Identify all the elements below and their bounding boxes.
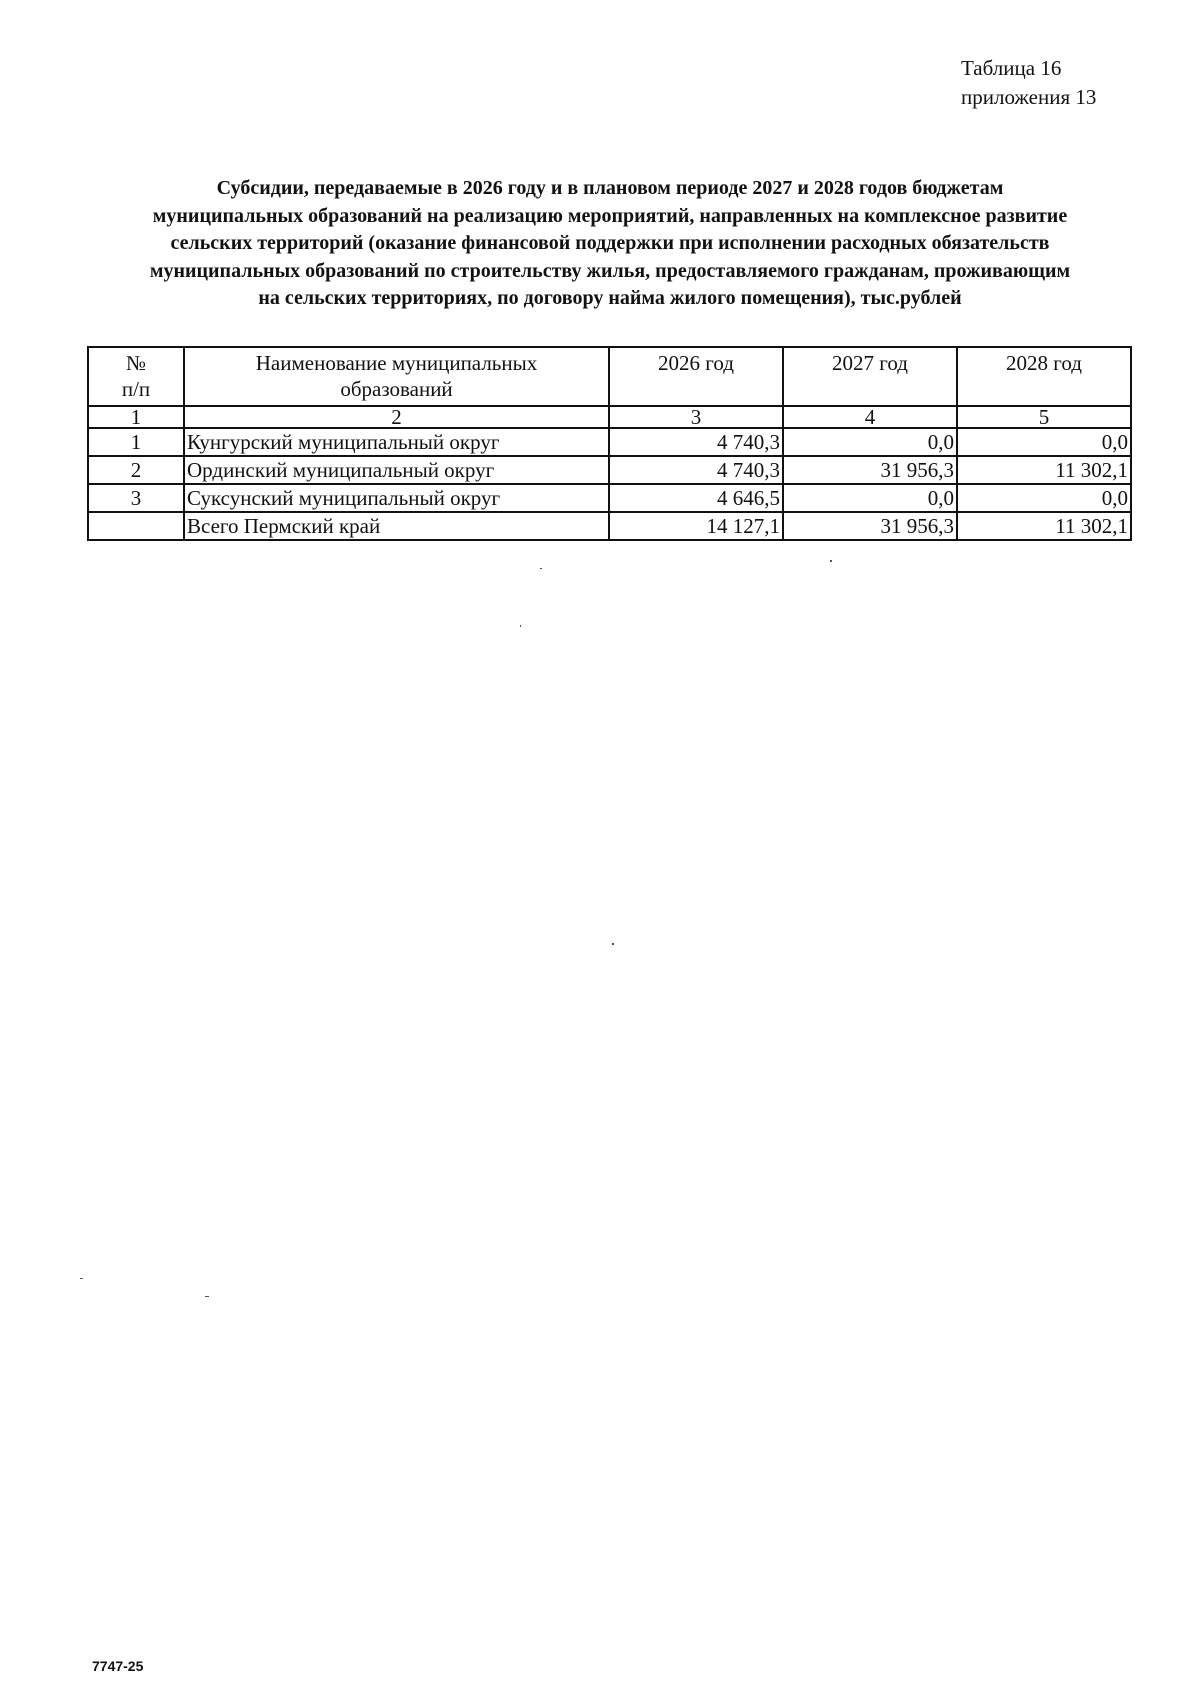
row-2027: 0,0: [783, 428, 957, 456]
title-line-3: сельских территорий (оказание финансовой поддержки при исполнении расходных обязательств: [170, 232, 1050, 254]
row-2026: 4 740,3: [609, 428, 783, 456]
row-2028: 0,0: [957, 484, 1131, 512]
header-num: [88, 347, 184, 406]
table-reference: [961, 54, 1096, 112]
header-num-line-1: №: [125, 351, 147, 375]
row-num: 3: [88, 484, 184, 512]
header-name: [184, 347, 609, 406]
row-2027: 31 956,3: [783, 456, 957, 484]
total-2026: 14 127,1: [609, 512, 783, 540]
scan-speck: [205, 1296, 209, 1297]
row-2026: 4 740,3: [609, 456, 783, 484]
column-number: 5: [957, 406, 1131, 428]
table-row: [88, 456, 1131, 484]
header-name-line-2: образований: [340, 377, 453, 401]
header-2028: 2028 год: [957, 347, 1131, 406]
scan-speck: [540, 568, 542, 569]
row-num: 2: [88, 456, 184, 484]
column-number: 3: [609, 406, 783, 428]
table-header-row: [88, 347, 1131, 406]
total-2027: 31 956,3: [783, 512, 957, 540]
scan-speck: [830, 560, 832, 562]
scan-speck: [612, 943, 614, 945]
title-line-5: на сельских территориях, по договору найма жилого помещения), тыс.рублей: [258, 287, 962, 309]
row-2028: 11 302,1: [957, 456, 1131, 484]
title-line-1: Субсидии, передаваемые в 2026 году и в плановом периоде 2027 и 2028 годов бюджетам: [216, 177, 1004, 199]
row-name: Ординский муниципальный округ: [184, 456, 609, 484]
document-code: 7747-25: [92, 1658, 144, 1674]
column-number: 2: [184, 406, 609, 428]
table-reference-line-1: Таблица 16: [961, 56, 1062, 80]
row-name: Суксунский муниципальный округ: [184, 484, 609, 512]
table-row: [88, 484, 1131, 512]
document-title: [90, 175, 1130, 313]
row-num: 1: [88, 428, 184, 456]
header-2027: 2027 год: [783, 347, 957, 406]
title-line-2: муниципальных образований на реализацию мероприятий, направленных на комплексное развитие: [152, 204, 1068, 227]
header-num-line-2: п/п: [121, 377, 151, 401]
column-numbers-row: [88, 406, 1131, 428]
total-2028: 11 302,1: [957, 512, 1131, 540]
table-row: [88, 428, 1131, 456]
total-num: [88, 512, 184, 540]
column-number: 1: [88, 406, 184, 428]
header-name-line-1: Наименование муниципальных: [255, 351, 538, 375]
row-2028: 0,0: [957, 428, 1131, 456]
column-number: 4: [783, 406, 957, 428]
header-2026: 2026 год: [609, 347, 783, 406]
subsidies-table: [87, 346, 1132, 541]
row-name: Кунгурский муниципальный округ: [184, 428, 609, 456]
total-row: [88, 512, 1131, 540]
title-line-4: муниципальных образований по строительству жилья, предоставляемого гражданам, проживающим: [149, 259, 1071, 282]
row-2027: 0,0: [783, 484, 957, 512]
scan-speck: [80, 1278, 83, 1279]
table-reference-line-2: приложения 13: [961, 85, 1097, 109]
total-name: Всего Пермский край: [184, 512, 609, 540]
row-2026: 4 646,5: [609, 484, 783, 512]
scan-speck: [520, 625, 521, 627]
